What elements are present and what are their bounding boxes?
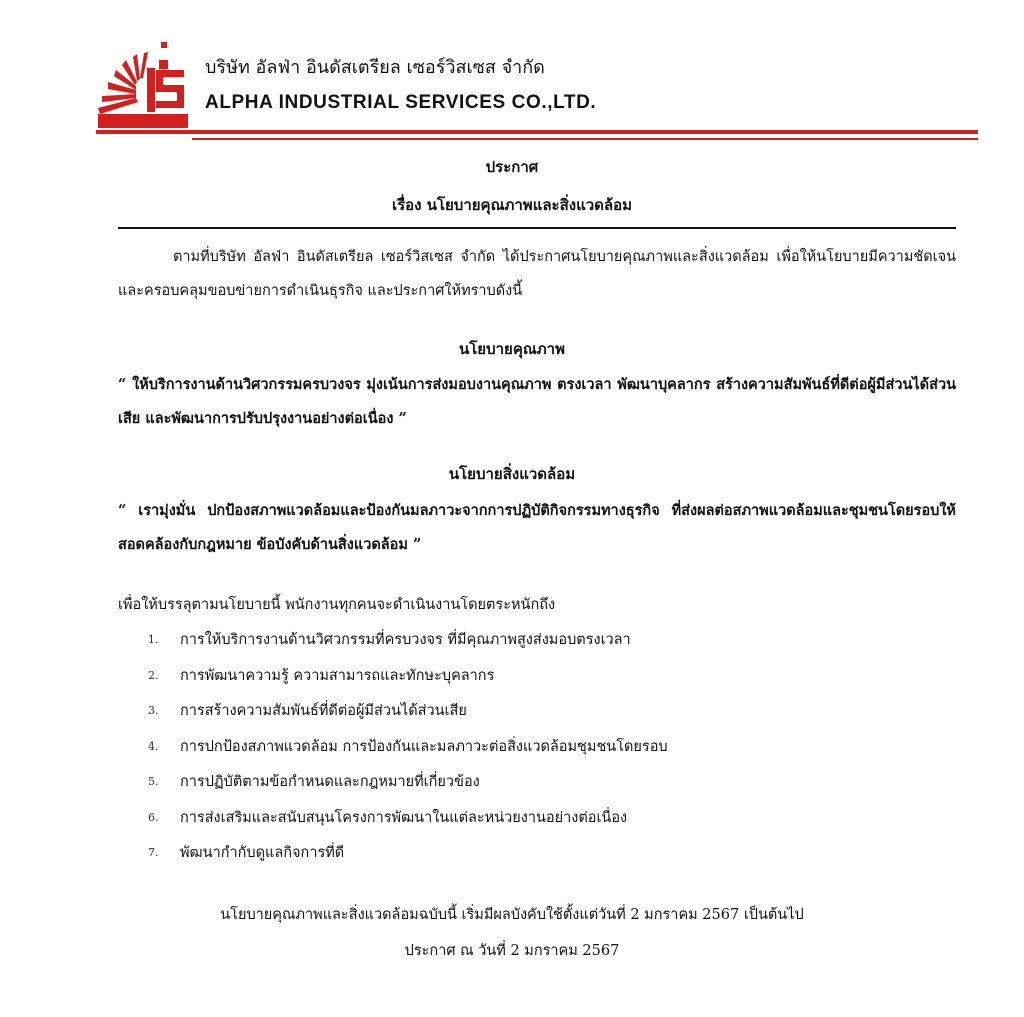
quality-policy-heading: นโยบายคุณภาพ [459,340,565,358]
company-name-english: ALPHA INDUSTRIAL SERVICES CO.,LTD. [205,92,597,113]
list-item-text: การสร้างความสัมพันธ์ที่ดีต่อผู้มีส่วนได้ส่วนเสีย [180,703,467,720]
environment-policy-text: “ เรามุ่งมั่น ปกป้องสภาพแวดล้อมและป้องกันมลภาวะจากการปฏิบัติกิจกรรมทางธุรกิจ ที่ส่งผลต่อสภาพแวดล้อมและชุมชนโดยรอบให้สอดคล้องกับกฎหมาย ข้อบังคับด้านสิ่งแวดล้อม ” [118,502,956,553]
list-item [148,729,668,765]
commitments-lead: เพื่อให้บรรลุตามนโยบายนี้ พนักงานทุกคนจะดำเนินงานโดยตระหนักถึง [118,597,556,613]
list-item-number: 5. [148,775,159,789]
list-item-number: 1. [148,633,159,647]
list-item-number: 7. [148,846,159,860]
alpha-industrial-logo-icon [96,38,192,130]
environment-policy-heading: นโยบายสิ่งแวดล้อม [448,465,576,483]
announcement-title: ประกาศ [485,158,539,176]
list-item [148,835,668,871]
list-item [148,693,668,729]
effective-date-text: นโยบายคุณภาพและสิ่งแวดล้อมฉบับนี้ เริ่มมีผลบังคับใช้ตั้งแต่วันที่ 2 มกราคม 2567 เป็นต้นไป [220,907,804,923]
list-item-text: การปกป้องสภาพแวดล้อม การป้องกันและมลภาวะต่อสิ่งแวดล้อมชุมชนโดยรอบ [180,738,668,755]
quality-policy-text: “ ให้บริการงานด้านวิศวกรรมครบวงจร มุ่งเน้นการส่งมอบงานคุณภาพ ตรงเวลา พัฒนาบุคลากร สร้างความสัมพันธ์ที่ดีต่อผู้มีส่วนได้ส่วนเสีย และพัฒนาการปรับปรุงงานอย่างต่อเนื่อง ” [118,376,956,427]
announcement-date-text: ประกาศ ณ วันที่ 2 มกราคม 2567 [404,943,620,959]
list-item-text: การปฏิบัติตามข้อกำหนดและกฎหมายที่เกี่ยวข้อง [180,774,480,791]
list-item-text: การให้บริการงานด้านวิศวกรรมที่ครบวงจร ที่มีคุณภาพสูงส่งมอบตรงเวลา [180,632,631,649]
list-item [148,622,668,658]
list-item [148,764,668,800]
list-item-number: 3. [148,704,159,718]
intro-paragraph: ตามที่บริษัท อัลฟ่า อินดัสเตรียล เซอร์วิสเซส จำกัด ได้ประกาศนโยบายคุณภาพและสิ่งแวดล้อม เพื่อให้นโยบายมีความชัดเจนและครอบคลุมขอบข่ายการดำเนินธุรกิจ และประกาศให้ทราบดังนี้ [118,249,956,299]
list-item-text: การพัฒนาความรู้ ความสามารถและทักษะบุคลากร [180,667,495,684]
list-item-number: 4. [148,739,159,753]
list-item-number: 6. [148,810,159,824]
title-divider [118,227,956,229]
list-item-number: 2. [148,668,159,682]
list-item-text: การส่งเสริมและสนับสนุนโครงการพัฒนาในแต่ละหน่วยงานอย่างต่อเนื่อง [180,809,628,826]
list-item [148,800,668,836]
header-divider-thin [192,138,978,140]
commitments-list [148,622,668,871]
announcement-subject: เรื่อง นโยบายคุณภาพและสิ่งแวดล้อม [391,196,633,214]
header-divider [96,130,978,134]
list-item [148,658,668,694]
list-item-text: พัฒนากำกับดูแลกิจการที่ดี [180,845,345,862]
company-name-thai: บริษัท อัลฟ่า อินดัสเตรียล เซอร์วิสเซส จำกัด [205,57,545,78]
